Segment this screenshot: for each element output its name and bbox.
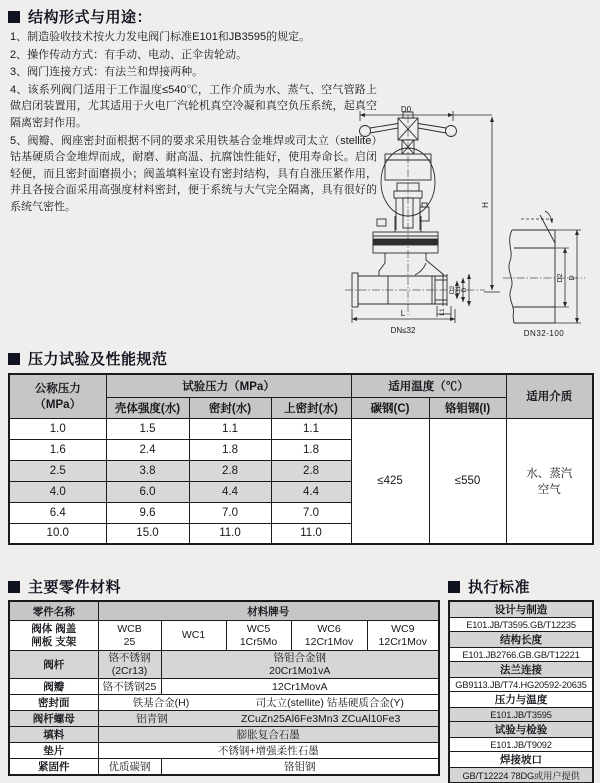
grade-line1: WC5	[246, 623, 271, 635]
usage-item-5: 5、阀瓣、阀座密封面根据不同的要求采用铁基合金堆焊或司太立（stellite）钴基硬质合金堆焊而成，耐磨、耐高温、抗腐蚀性能好，使用寿命长。启闭轻便，而且密封面磨损小；阀盖填料室设有密封结构，具有自涨压紧作用，并且各接合面采用高强度材料密封，便于系统与大气完全隔离，具有很好的系统气密性。	[10, 134, 377, 213]
materials-table	[8, 600, 440, 776]
col-temperature: 适用温度（℃）	[351, 374, 506, 397]
standard-category: 法兰连接	[449, 662, 593, 678]
col-test-pressure: 试验压力（MPa）	[106, 374, 351, 397]
grade-line2: 12Cr1Mov	[378, 635, 427, 648]
col-shell-strength: 壳体强度(水)	[106, 397, 189, 418]
col-upper-seal: 上密封(水)	[271, 397, 351, 418]
value-cell: 1.6	[9, 439, 106, 460]
table-row	[9, 743, 439, 759]
value-cell	[161, 621, 226, 651]
value-cell: 2.5	[9, 460, 106, 481]
value-cell	[98, 651, 161, 679]
standard-value: E101.JB2766.GB.GB/T12221	[449, 648, 593, 662]
medium-line1: 水、蒸汽	[526, 467, 573, 480]
grade-line2: 12Cr1Mov	[304, 635, 354, 648]
value-cell: 11.0	[271, 523, 351, 544]
grade-line1: WCB	[117, 623, 142, 635]
dim-label-d1: D1	[455, 285, 462, 295]
dim-label-d2: D2	[449, 285, 456, 295]
value-cell	[98, 695, 439, 711]
value-cell	[161, 651, 439, 679]
section-title-text: 压力试验及性能规范	[28, 351, 168, 368]
value-cell: 4.4	[271, 481, 351, 502]
nut-material-a: 铝青钢	[136, 713, 168, 725]
pressure-table	[8, 373, 594, 545]
col-material-grade: 材料牌号	[98, 601, 439, 621]
value-cell	[226, 621, 291, 651]
col-nominal-line1: 公称压力	[34, 383, 81, 396]
table-row	[449, 692, 593, 708]
col-carbon-steel: 碳钢(C)	[351, 397, 429, 418]
standard-category: 设计与制造	[449, 601, 593, 618]
table-row	[449, 618, 593, 632]
part-stem-label: 阀杆	[9, 651, 98, 679]
grade-line1: WC6	[317, 623, 341, 635]
value-cell: 1.8	[271, 439, 351, 460]
value-cell: 9.6	[106, 502, 189, 523]
usage-item-1: 1、制造验收技术按火力发电阀门标准E101和JB3595的规定。	[10, 31, 311, 43]
section-title-usage	[8, 6, 152, 27]
nut-material-b: ZCuZn25Al6Fe3Mn3 ZCuAl10Fe3	[241, 712, 401, 725]
part-seal-face-label: 密封面	[9, 695, 98, 711]
table-row	[9, 759, 439, 776]
seal-material-a: 铁基合金(H)	[132, 697, 190, 709]
dim-label-l1: L1	[439, 308, 446, 316]
standard-category: 压力与温度	[449, 692, 593, 708]
section-title-text: 结构形式与用途：	[28, 9, 153, 26]
col-nominal-line2: （MPa）	[34, 399, 82, 412]
part-gasket-label: 垫片	[9, 743, 98, 759]
section-title-text: 执行标准	[468, 579, 531, 596]
value-cell: 12Cr1MovA	[161, 679, 439, 695]
table-header-row	[9, 601, 439, 621]
part-stem-nut-label: 阀杆螺母	[9, 711, 98, 727]
detail-dim-label-d: D	[569, 275, 576, 281]
part-body-line2: 闸板 支架	[31, 635, 77, 648]
grade-line2: (2Cr13)	[111, 664, 148, 677]
grade-line2: 25	[123, 635, 136, 648]
grade-line1: WC1	[181, 629, 206, 642]
section-title-text: 主要零件材料	[28, 579, 122, 596]
table-row	[449, 601, 593, 618]
col-seal: 密封(水)	[189, 397, 271, 418]
value-cell: 3.8	[106, 460, 189, 481]
value-cell: 膨胀复合石墨	[98, 727, 439, 743]
table-row	[9, 679, 439, 695]
standard-value: GB/T12224 78DG或用户提供	[449, 768, 593, 783]
col-chrome-moly-steel: 铬钼钢(I)	[429, 397, 506, 418]
value-cell: 6.0	[106, 481, 189, 502]
value-cell: 10.0	[9, 523, 106, 544]
section-title-materials	[8, 576, 121, 597]
standard-category: 结构长度	[449, 632, 593, 648]
grade-line2: 20Cr1Mo1vA	[269, 664, 331, 677]
section-bullet-icon	[8, 11, 20, 23]
col-nominal-pressure	[9, 374, 106, 418]
value-cell: 4.4	[189, 481, 271, 502]
standard-category: 焊接坡口	[449, 752, 593, 768]
value-cell: 铬不锈钢25	[98, 679, 161, 695]
table-row	[449, 632, 593, 648]
grade-line1: 铬不锈钢	[108, 652, 151, 664]
temp-chrome-value: ≤550	[429, 418, 506, 544]
value-cell: 2.8	[189, 460, 271, 481]
table-row	[449, 648, 593, 662]
dim-label-d: D	[461, 287, 468, 293]
dim-label-l: L	[400, 309, 406, 318]
temp-carbon-value: ≤425	[351, 418, 429, 544]
table-row	[449, 662, 593, 678]
value-cell	[291, 621, 367, 651]
usage-item-3: 3、阀门连接方式：有法兰和焊接两种。	[10, 66, 204, 79]
value-cell: 4.0	[9, 481, 106, 502]
table-row	[9, 418, 593, 439]
table-row	[9, 651, 439, 679]
usage-list	[10, 29, 377, 217]
value-cell: 优质碳钢	[98, 759, 161, 776]
value-cell: 不锈钢+增强柔性石墨	[98, 743, 439, 759]
size-label-dn32: DN≤32	[390, 326, 416, 335]
standard-value: GB9113.JB/T74.HG20592-20635	[449, 678, 593, 692]
value-cell: 1.1	[189, 418, 271, 439]
standard-value: E101.JB/T3595.GB/T12235	[449, 618, 593, 632]
dimension-lines	[352, 111, 500, 323]
part-fastener-label: 紧固件	[9, 759, 98, 776]
valve-technical-drawing	[333, 103, 600, 350]
section-title-standards	[448, 576, 530, 597]
value-cell: 15.0	[106, 523, 189, 544]
detail-dim-label-d2: D2	[557, 273, 564, 283]
table-row	[9, 711, 439, 727]
table-row	[9, 621, 439, 651]
table-row	[449, 768, 593, 783]
value-cell	[98, 621, 161, 651]
part-disc-label: 阀瓣	[9, 679, 98, 695]
table-row	[449, 708, 593, 722]
grade-line1: WC9	[391, 623, 415, 635]
part-body-label	[9, 621, 98, 651]
table-row	[9, 695, 439, 711]
medium-line2: 空气	[537, 483, 561, 496]
grade-line1: 铬钼合金钢	[273, 652, 327, 664]
value-cell: 铬钼钢	[161, 759, 439, 776]
part-body-line1: 阀体 阀盖	[31, 623, 77, 635]
value-cell: 2.4	[106, 439, 189, 460]
table-row	[449, 722, 593, 738]
size-label-dn32-100: DN32-100	[523, 329, 565, 338]
seal-material-b: 司太立(stellite) 钴基硬质合金(Y)	[255, 697, 404, 709]
dim-label-h: H	[481, 202, 490, 208]
section-bullet-icon	[448, 581, 460, 593]
table-row	[9, 727, 439, 743]
dim-label-d0: D0	[400, 105, 412, 114]
table-row	[449, 738, 593, 752]
standard-value: E101.JB/T9092	[449, 738, 593, 752]
valve-outline	[352, 112, 457, 307]
standard-category: 试验与检验	[449, 722, 593, 738]
value-cell: 2.8	[271, 460, 351, 481]
value-cell: 7.0	[271, 502, 351, 523]
table-row	[449, 678, 593, 692]
medium-value	[506, 418, 593, 544]
grade-line2: 1Cr5Mo	[239, 635, 278, 648]
standards-table	[448, 600, 594, 783]
section-bullet-icon	[8, 353, 20, 365]
col-medium: 适用介质	[506, 374, 593, 418]
value-cell: 1.5	[106, 418, 189, 439]
table-row	[449, 752, 593, 768]
part-packing-label: 填料	[9, 727, 98, 743]
value-cell	[98, 711, 439, 727]
value-cell: 6.4	[9, 502, 106, 523]
value-cell: 11.0	[189, 523, 271, 544]
section-title-pressure	[8, 348, 168, 369]
usage-item-2: 2、操作传动方式：有手动、电动、正伞齿轮动。	[10, 48, 248, 61]
value-cell: 1.1	[271, 418, 351, 439]
usage-item-4: 4、该系列阀门适用于工作温度≤540℃，工作介质为水、蒸气、空气管路上做启闭装置用，尤其适用于火电厂汽轮机真空冷凝和真空负压系统，起真空隔离密封作用。	[10, 83, 377, 129]
weld-end-detail	[509, 211, 581, 323]
value-cell: 1.8	[189, 439, 271, 460]
value-cell	[367, 621, 439, 651]
table-header-row	[9, 374, 593, 397]
standard-value: E101.JB/T3595	[449, 708, 593, 722]
section-bullet-icon	[8, 581, 20, 593]
value-cell: 1.0	[9, 418, 106, 439]
col-part-name: 零件名称	[9, 601, 98, 621]
value-cell: 7.0	[189, 502, 271, 523]
centerlines	[345, 115, 585, 315]
